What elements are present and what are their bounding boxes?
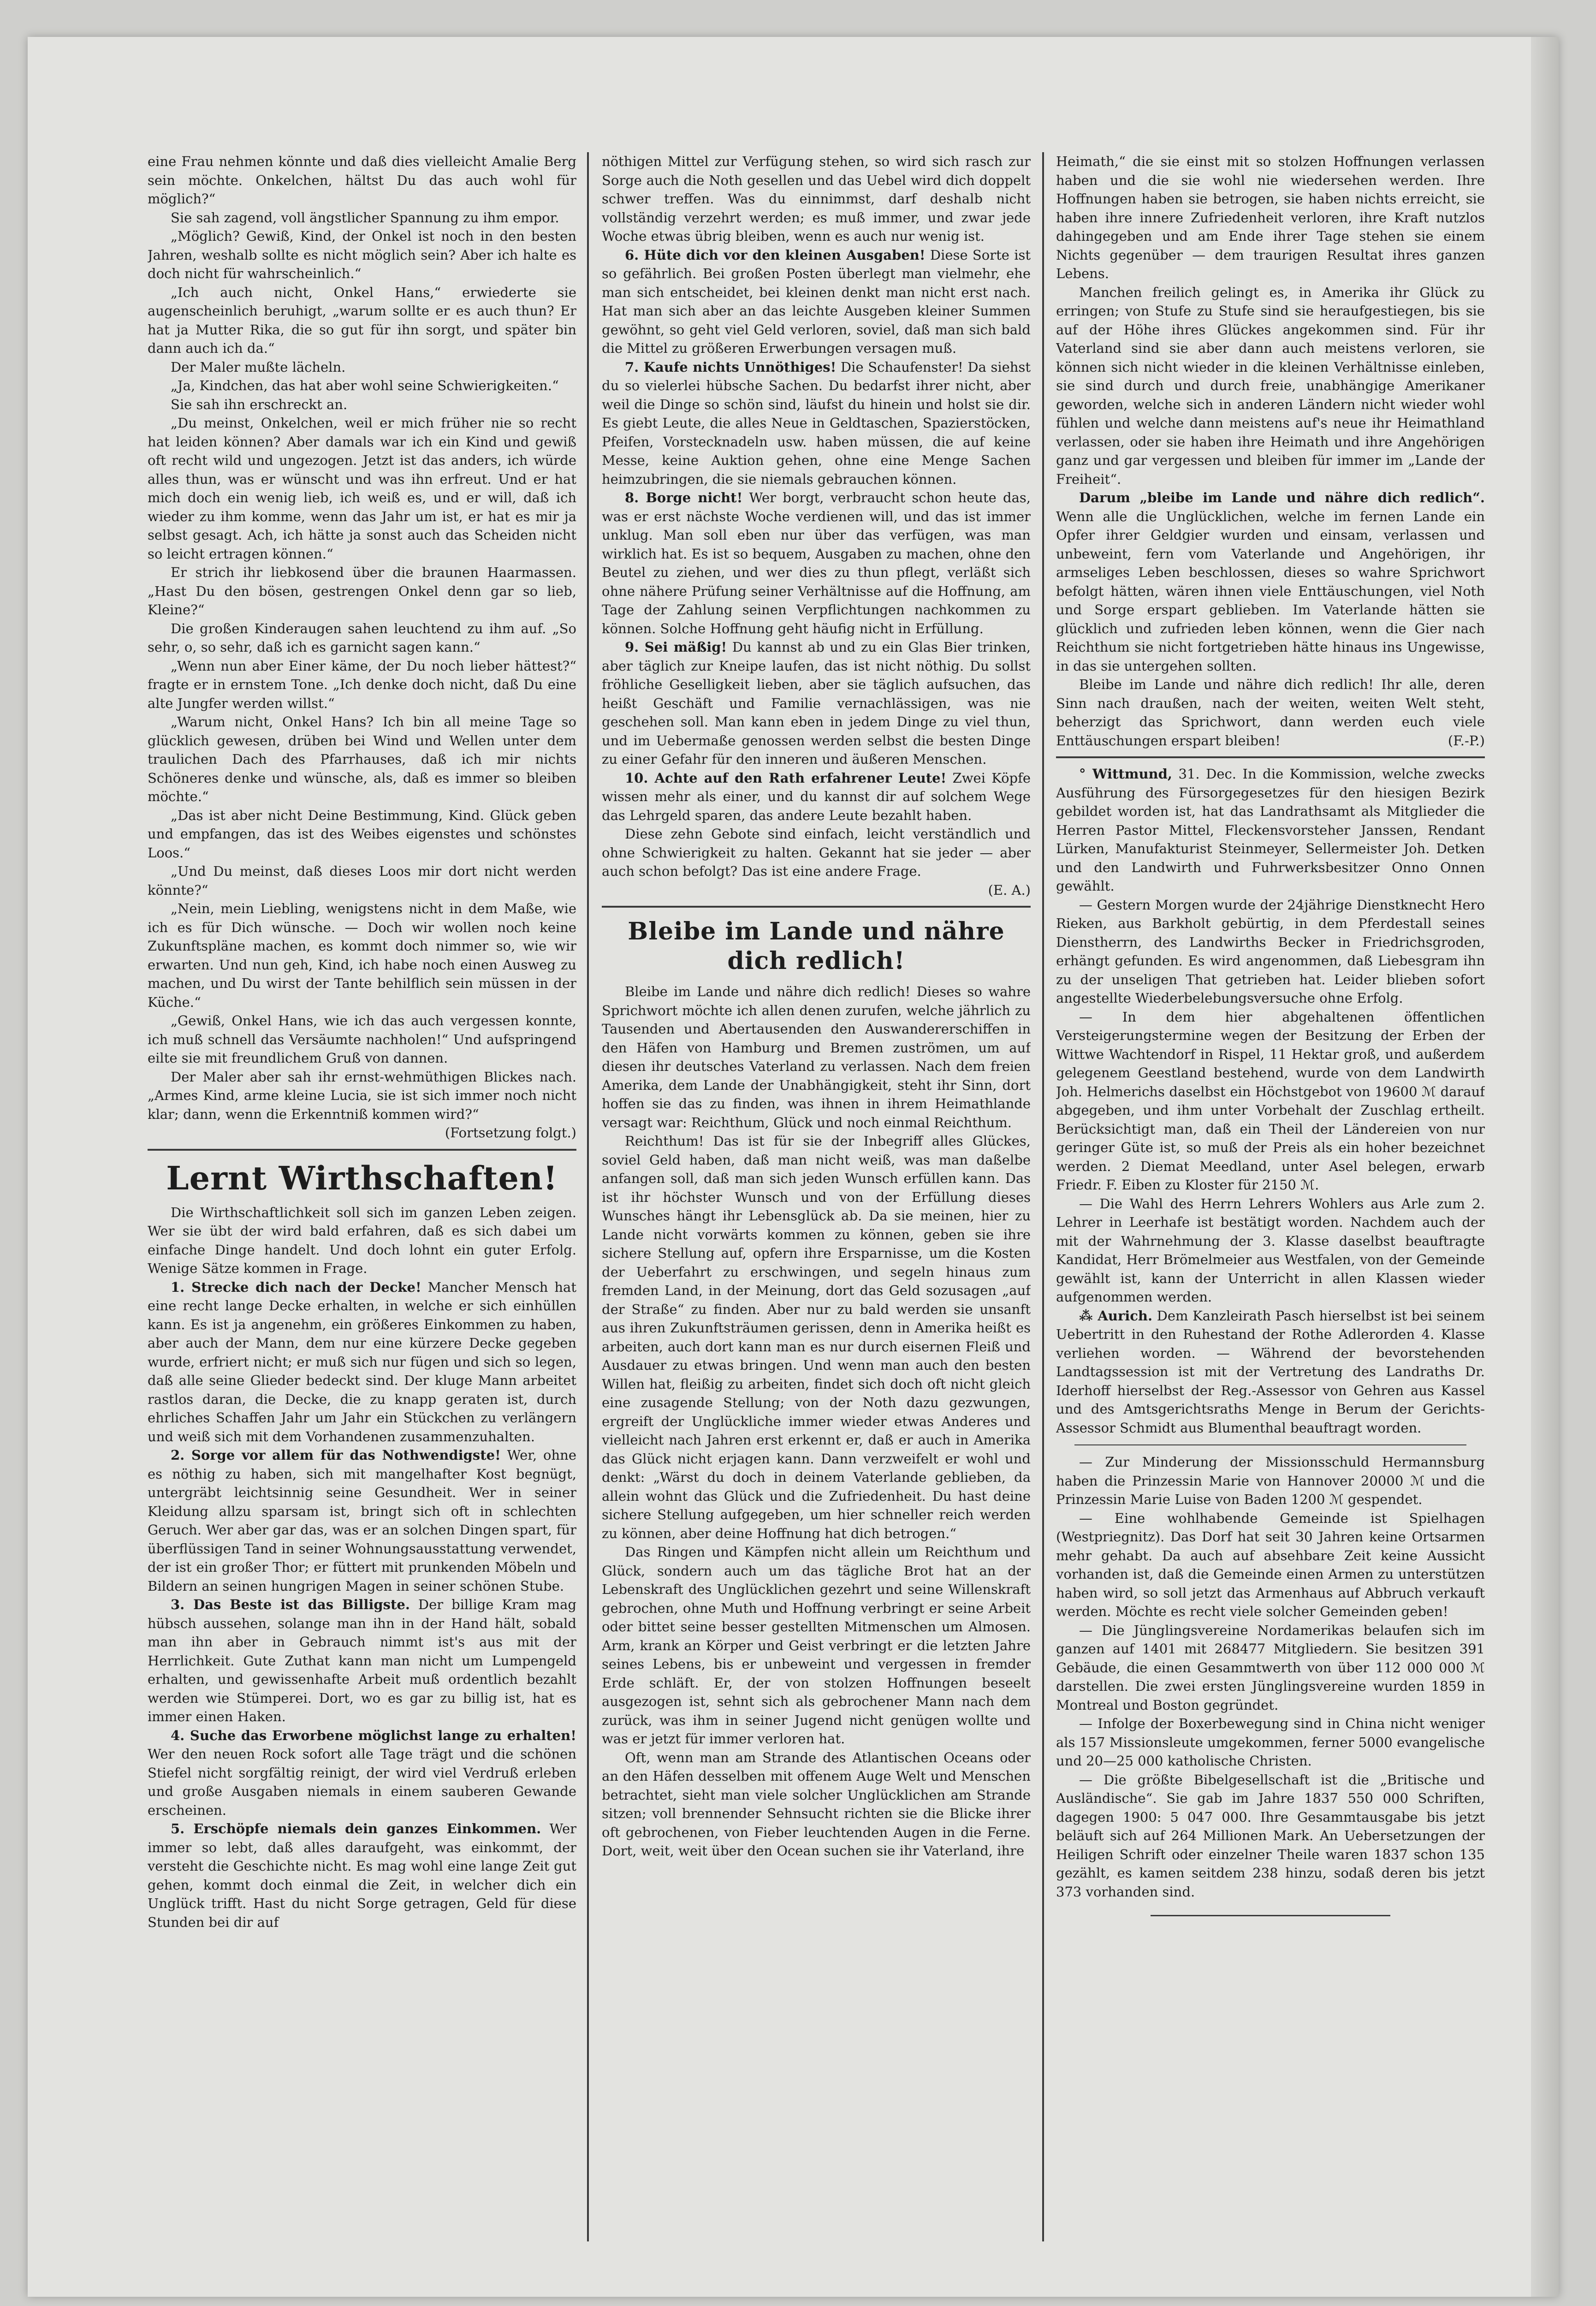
paragraph [1056, 1621, 1485, 1715]
paragraph [148, 563, 576, 619]
paragraph [1056, 488, 1485, 675]
local-news [1056, 765, 1485, 1437]
paragraph-text: — Eine wohlhabende Gemeinde ist Spielhagen (Westpriegnitz). Das Dorf hat seit 30 Jahren keine Ortsarmen mehr gehabt. Da auch auf absehbare Zeit keine Aussicht vorhanden ist, daß die Gemeinde einen Armen zu unterstützen haben wird, so soll jetzt das Armenhaus auf Abbruch verkauft werden. Möchte es recht viele solcher Gemeinden geben! [1056, 1510, 1485, 1619]
paragraph [1056, 1008, 1485, 1195]
paragraph [148, 806, 576, 862]
miscellaneous-news [1056, 1453, 1485, 1901]
paragraph-text: „Warum nicht, Onkel Hans? Ich bin all meine Tage so glücklich gewesen, drüben bei Wind und Wellen unter dem traulichen Dach des Pfarrhauses, daß ich mir nichts Schöneres denke und wünsche, als, daß es immer so bleiben möchte.“ [148, 714, 576, 804]
paragraph [1056, 1509, 1485, 1621]
column-2 [602, 152, 1031, 2241]
paragraph-text: eine Frau nehmen könnte und daß dies vielleicht Amalie Berg sein möchte. Onkelchen, hältst Du das auch wohl für möglich?“ [148, 154, 576, 207]
paragraph [1056, 675, 1485, 750]
paragraph-text: Die großen Kinderaugen sahen leuchtend zu ihm auf. „So sehr, o, so sehr, daß ich es garnicht sagen kann.“ [148, 620, 576, 655]
paragraph-text: 31. Dec. In die Kommission, welche zwecks Ausführung des Fürsorgegesetzes für den hiesigen Bezirk gebildet worden ist, hat das Landrathsamt als Mitglieder die Herren Pastor Mittel, Fleckensvorsteher Janssen, Rendant Lürken, Manufakturist Steinmeyer, Sellermeister Joh. Detken und den Landwirth und Fuhrwerksbesitzer Onno Onnen gewählt. [1056, 766, 1485, 894]
paragraph [602, 1748, 1031, 1860]
paragraph-text: Sie sah zagend, voll ängstlicher Spannung zu ihm empor. [171, 209, 559, 226]
paragraph [148, 376, 576, 395]
paragraph [602, 982, 1031, 1132]
paragraph-lead: ° Wittmund, [1079, 766, 1172, 782]
paragraph-text: „Gewiß, Onkel Hans, wie ich das auch vergessen konnte, ich muß schnell das Versäumte nachholen!“ Und aufspringend eilte sie mit freundlichem Gruß von dannen. [148, 1013, 576, 1066]
section-rule [1074, 1444, 1466, 1445]
paragraph-text: Der Maler mußte lächeln. [171, 359, 346, 375]
paragraph-lead: 6. Hüte dich vor den kleinen Ausgaben! [625, 247, 926, 263]
paragraph [148, 395, 576, 414]
paragraph-text: Diese zehn Gebote sind einfach, leicht verständlich und ohne Schwierigkeit zu halten. Gekannt hat sie jeder — aber auch schon befolgt? Das ist eine andere Frage. [602, 826, 1031, 879]
paragraph [602, 152, 1031, 246]
page-fold-shadow [1531, 37, 1559, 2297]
paragraph-text: nöthigen Mittel zur Verfügung stehen, so wird sich rasch zur Sorge auch die Noth gesellen und das Uebel wird dich doppelt schwer treffen. Was du einnimmst, darf deshalb nicht vollständig verzehrt werden; es muß immer, und zwar jede Woche etwas übrig bleiben, wenn es auch nur wenig ist. [602, 154, 1031, 244]
paragraph-lead: 9. Sei mäßig! [625, 639, 727, 655]
paragraph-text: „Ich auch nicht, Onkel Hans,“ erwiederte sie augenscheinlich beruhigt, „warum sollte er es auch thun? Er hat ja Mutter Rika, die so gut für ihn sorgt, und später bin dann auch ich da.“ [148, 284, 576, 356]
paragraph-text: Wer den neuen Rock sofort alle Tage trägt und die schönen Stiefel nicht sorgfältig reinigt, der wird viel Verdruß erleben und große Ausgaben niemals in einem sauberen Gewande erscheinen. [148, 1746, 576, 1818]
paragraph-lead: 10. Achte auf den Rath erfahrener Leute! [625, 770, 947, 786]
article-wirthschaften-continued [602, 152, 1031, 881]
paragraph-lead: Darum „bleibe im Lande und nähre dich redlich“. [1079, 490, 1485, 505]
article-signature: (E. A.) [988, 882, 1031, 898]
paragraph-text: — Gestern Morgen wurde der 24jährige Dienstknecht Hero Rieken, aus Barkholt gebürtig, in dem Pferdestall seines Dienstherrn, des Landwirths Becker in Friedrichsgroden, erhängt gefunden. Es wird angenommen, daß Liebesgram ihn zu der unseligen That getrieben hat. Leider blieben sofort angestellte Wiederbelebungsversuche ohne Erfolg. [1056, 897, 1485, 1006]
paragraph [148, 414, 576, 563]
paragraph-text: „Du meinst, Onkelchen, weil er mich früher nie so recht hat leiden können? Aber damals war ich ein Kind und gewiß oft recht wild und ungezogen. Jetzt ist das anders, ich würde alles thun, was er wünscht und was ihn erfreut. Und er hat mich doch ein wenig lieb, ich weiß es, und er will, daß ich wieder zu ihm komme, wenn das Jahr um ist, er hat es mir ja selbst gesagt. Ach, ich hätte ja sonst auch das Scheiden nicht so leicht ertragen können.“ [148, 415, 576, 562]
paragraph-text: „Das ist aber nicht Deine Bestimmung, Kind. Glück geben und empfangen, das ist des Weibes eigenstes und schönstes Loos.“ [148, 807, 576, 861]
paragraph [148, 152, 576, 208]
paragraph-lead: 4. Suche das Erworbene möglichst lange zu erhalten! [171, 1727, 576, 1743]
paragraph-text: „Möglich? Gewiß, Kind, der Onkel ist noch in den besten Jahren, weshalb sollte es nicht möglich sein? Aber ich halte es doch nicht für wahrscheinlich.“ [148, 228, 576, 281]
paragraph [602, 488, 1031, 638]
paragraph-text: — Infolge der Boxerbewegung sind in China nicht weniger als 157 Missionsleute umgekommen, ferner 5000 evangelische und 20—25 000 katholische Christen. [1056, 1716, 1485, 1769]
paragraph [602, 358, 1031, 489]
paragraph [1056, 1307, 1485, 1438]
paragraph-text: Sie sah ihn erschreckt an. [171, 396, 348, 412]
paragraph [148, 1278, 576, 1446]
paragraph-text: Bleibe im Lande und nähre dich redlich! Dieses so wahre Sprichwort möchte ich allen denen zurufen, welche jährlich zu Tausenden und Abertausenden den Auswandererschiffen in den Häfen von Hamburg und Bremen zuströmen, um auf diesen ihr deutsches Vaterland zu verlassen. Nach dem freien Amerika, dem Lande der Unabhängigkeit, steht ihr Sinn, dort hoffen sie das zu finden, was ihnen in ihrem Heimathlande versagt war: Reichthum, Glück und noch einmal Reichthum. [602, 984, 1031, 1130]
paragraph [148, 1726, 576, 1820]
paragraph-text: Wer immer so lebt, daß alles daraufgeht, was einkommt, der versteht die Geschichte nicht. Es mag wohl eine lange Zeit gut gehen, kommt doch einmal die Zeit, in welcher dich ein Unglück trifft. Hast du nicht Sorge getragen, Geld für diese Stunden bei dir auf [148, 1821, 576, 1930]
paragraph [148, 1819, 576, 1932]
paragraph-text: Dem Kanzleirath Pasch hierselbst ist bei seinem Uebertritt in den Ruhestand der Rothe Adlerorden 4. Klasse verliehen worden. — Während der bevorstehenden Landtagssession ist mit der Vertretung des Landraths Dr. Iderhoff hierselbst der Reg.-Assessor von Gehren aus Kassel und des Amtsgerichtsraths Menge in Berum der Gerichts-Assessor Schmidt aus Blumenthal beauftragt worden. [1056, 1308, 1485, 1436]
paragraph-text: Wenn alle die Unglücklichen, welche im fernen Lande ein Opfer ihrer Geldgier wurden und einsam, verlassen und unbeweint, fern vom Vaterlande und Angehörigen, ihr armseliges Leben beschlossen, dieses so wahre Sprichwort befolgt hätten, wären ihnen viele Enttäuschungen, viel Noth und Sorge erspart geblieben. Im Vaterlande hätten sie glücklich und zufrieden leben können, wenn die Gier nach Reichthum sie nicht fortgetrieben hätte hinaus ins Ungewisse, in das sie untergehen sollten. [1056, 508, 1485, 674]
paragraph [148, 358, 576, 377]
paragraph [148, 283, 576, 358]
paragraph-text: Reichthum! Das ist für sie der Inbegriff alles Glückes, soviel Geld haben, daß man nicht weiß, was man daßelbe anfangen soll, daß man sich jeden Wunsch erfüllen kann. Das ist ihr höchster Wunsch und von der Erfüllung dieses Wunsches hängt ihr Lebensglück ab. Da sie meinen, hier zu Lande nicht vorwärts kommen zu können, geben sie ihre sichere Stellung auf, opfern ihre Ersparnisse, um die Kosten der Ueberfahrt zu erschwingen, und segeln hinaus zum fremden Land, in der Meinung, dort das Geld sozusagen „auf der Straße“ zu finden. Aber nur zu bald werden sie unsanft aus ihren Zukunftsträumen gerissen, denn in Amerika heißt es arbeiten, auch dort kann man es nur durch eisernen Fleiß und Ausdauer zu etwas bringen. Und wenn man auch den besten Willen hat, fleißig zu arbeiten, findet sich doch oft nicht gleich eine zusagende Stellung; von der Noth dazu gezwungen, ergreift der Unglückliche immer wieder etwas Anderes und vielleicht nach Jahren erst erkennt er, daß er auch in Amerika das Glück nicht erjagen kann. Dann verzweifelt er wohl und denkt: „Wärst du doch in deinem Vaterlande geblieben, da allein wohnt das Glück und die Zufriedenheit. Du hast deine sichere Stellung aufgegeben, um hier schneller reich werden zu können, aber deine Hoffnung hat dich betrogen.“ [602, 1133, 1031, 1541]
newspaper-page [28, 37, 1559, 2297]
paragraph-text: — Zur Minderung der Missionsschuld Hermannsburg haben die Prinzessin Marie von Hannover 20000 ℳ und die Prinzessin Marie Luise von Baden 1200 ℳ gespendet. [1056, 1454, 1485, 1507]
article-signature: (F.-P.) [1448, 732, 1485, 749]
paragraph [148, 1068, 576, 1124]
paragraph-text: Mancher Mensch hat eine recht lange Decke erhalten, in welche er sich einhüllen kann. Es ist ja angenehm, ein größeres Einkommen zu haben, aber auch der Mann, dem nur eine kürzere Decke gegeben wurde, erfriert nicht; er muß sich nur fügen und sich so legen, daß alle seine Glieder bedeckt sind. Der kluge Mann arbeitet rastlos daran, die Decke, die zu knapp geraten ist, durch ehrliches Schaffen Jahr um Jahr ein Stückchen zu verlängern und weiß sich mit dem Vorhandenen zusammenzuhalten. [148, 1279, 576, 1444]
paragraph [148, 1203, 576, 1278]
paragraph [148, 619, 576, 657]
paragraph [602, 1132, 1031, 1543]
paragraph [1056, 1453, 1485, 1509]
paragraph [1056, 1771, 1485, 1902]
paragraph-lead: 8. Borge nicht! [625, 490, 743, 505]
paragraph-text: Zwei Köpfe wissen mehr als einer, und du kannst dir auf solchem Wege das Lehrgeld sparen, das andere Leute bezahlt haben. [602, 770, 1031, 823]
paragraph-text: „Ja, Kindchen, das hat aber wohl seine Schwierigkeiten.“ [171, 378, 559, 393]
paragraph [1056, 152, 1485, 283]
paragraph-text: Er strich ihr liebkosend über die braunen Haarmassen. „Hast Du den bösen, gestrengen Onkel denn gar so lieb, Kleine?“ [148, 565, 576, 618]
paragraph [148, 1011, 576, 1068]
paragraph-text: Bleibe im Lande und nähre dich redlich! Ihr alle, deren Sinn nach draußen, nach der weiten, weiten Welt steht, beherzigt das Sprichwort, dann werden euch viele Enttäuschungen erspart bleiben! [1056, 677, 1485, 749]
paragraph [148, 862, 576, 899]
paragraph [602, 638, 1031, 769]
paragraph [1056, 283, 1485, 489]
paragraph [148, 227, 576, 283]
paragraph [148, 657, 576, 713]
paragraph [602, 246, 1031, 358]
paragraph [148, 713, 576, 806]
paragraph-text: — Die Jünglingsvereine Nordamerikas belaufen sich im ganzen auf 1401 mit 268477 Mitgliedern. Sie besitzen 391 Gebäude, die einen Gesammtwerth von über 112 000 000 ℳ darstellen. Die zwei ersten Jünglingsvereine wurden 1859 in Montreal und Boston gegründet. [1056, 1622, 1485, 1713]
article-bleibe-continued [1056, 152, 1485, 750]
paragraph [602, 769, 1031, 825]
paragraph [602, 825, 1031, 881]
article-bleibe-text [602, 982, 1031, 1860]
section-rule [1056, 756, 1485, 758]
paragraph [148, 1595, 576, 1726]
paragraph-text: „Und Du meinst, daß dieses Loos mir dort nicht werden könnte?“ [148, 863, 576, 898]
paragraph [148, 1446, 576, 1595]
column-1 [148, 152, 576, 2241]
paragraph [148, 208, 576, 227]
paragraph-text: Heimath,“ die sie einst mit so stolzen Hoffnungen verlassen haben und die sie wohl nie wiedersehen werden. Ihre Hoffnungen haben sie betrogen, sie haben nichts erreicht, sie haben ihre innere Zufriedenheit verloren, ihre Kraft nutzlos dahingegeben und am Ende ihrer Tage stehen sie einem Nichts gegenüber — dem traurigen Resultat ihres ganzen Lebens. [1056, 154, 1485, 281]
paragraph-text: Der billige Kram mag hübsch aussehen, solange man ihn in der Hand hält, sobald man ihn aber in Gebrauch nimmt ist's aus mit der Herrlichkeit. Gute Zuthat kann man nicht um Lumpengeld erhalten, und gewissenhafte Arbeit muß ordentlich bezahlt werden wie Stümperei. Dort, wo es gar zu billig ist, hat es immer einen Haken. [148, 1597, 576, 1724]
paragraph-lead: ⁂ Aurich. [1079, 1308, 1153, 1324]
paragraph-text: Die Wirthschaftlichkeit soll sich im ganzen Leben zeigen. Wer sie übt der wird bald erfahren, daß es sich dabei um einfache Dinge handelt. Und doch lohnt ein guter Erfolg. Wenige Sätze kommen in Frage. [148, 1204, 576, 1276]
continuation-note: (Fortsetzung folgt.) [445, 1125, 576, 1141]
paragraph-text: Wer borgt, verbraucht schon heute das, was er erst nächste Woche verdienen will, und das ist immer unklug. Man soll eben nur über das verfügen, was man wirklich hat. Es ist so bequem, Ausgaben zu machen, ohne den Beutel zu ziehen, und wer dies zu thun pflegt, verläßt sich ohne nähere Prüfung seiner Verhältnisse auf die Hoffnung, am Tage der Zahlung seinen Verpflichtungen nachkommen zu können. Solche Hoffnung geht häufig nicht in Erfüllung. [602, 490, 1031, 636]
paragraph-text: Diese Sorte ist so gefährlich. Bei großen Posten überlegt man vielmehr, ehe man sich entscheidet, bei kleinen denkt man nicht erst nach. Hat man sich aber an das leichte Ausgeben kleiner Summen gewöhnt, so geht viel Geld verloren, soviel, daß man sich bald die Mittel zu größeren Erwerbungen versagen muß. [602, 247, 1031, 356]
section-rule [148, 1149, 576, 1151]
paragraph-lead: 7. Kaufe nichts Unnöthiges! [625, 359, 837, 375]
paragraph-text: — Die größte Bibelgesellschaft ist die „Britische und Ausländische“. Sie gab im Jahre 1837 550 000 Schriften, dagegen 1900: 5 047 000. Ihre Gesammtausgabe bis jetzt beläuft sich auf 264 Millionen Mark. An Uebersetzungen der Heiligen Schrift oder einzelner Theile waren 1837 schon 135 gezählt, es kamen seitdem 238 hinzu, sodaß deren bis jetzt 373 vorhanden sind. [1056, 1771, 1485, 1900]
paragraph-text: „Wenn nun aber Einer käme, der Du noch lieber hättest?“ fragte er in ernstem Tone. „Ich denke doch nicht, daß Du eine alte Jungfer werden willst.“ [148, 658, 576, 711]
paragraph [1056, 765, 1485, 896]
paragraph-text: Das Ringen und Kämpfen nicht allein um Reichthum und Glück, sondern auch um das tägliche Brot hat an der Lebenskraft des Unglücklichen gezehrt und seine Willenskraft gebrochen, ohne Muth und Hoffnung verbringt er seine Arbeit oder bittet seine besser gestellten Mitmenschen um Almosen. Arm, krank an Körper und Geist verbringt er die letzten Jahre seines Lebens, bis er unbeweint und vergessen in fremder Erde schläft. Er, der von stolzen Hoffnungen beseelt ausgezogen ist, sehnt sich als gebrochener Mann nach dem zurück, was ihm in seiner Jugend nicht genügen wollte und was er jetzt für immer verloren hat. [602, 1544, 1031, 1747]
paragraph-lead: 3. Das Beste ist das Billigste. [171, 1597, 410, 1612]
paragraph-text: Manchen freilich gelingt es, in Amerika ihr Glück zu erringen; von Stufe zu Stufe sind sie heraufgestiegen, bis sie auf der Höhe ihres Glückes angekommen sind. Für ihr Vaterland sind sie aber dann auch meistens verloren, sie können sich nicht wieder in die kleinen Verhältnisse einleben, sie sind durch und durch freie, unabhängige Amerikaner geworden, welche sich in anderen Ländern nicht wieder wohl fühlen und welche dann meistens auf's neue ihr Heimathland verlassen, oder sie haben ihre Heimath und ihre Angehörigen ganz und gar vergessen und bleiben für immer im „Lande der Freiheit“. [1056, 284, 1485, 487]
paragraph-text: Du kannst ab und zu ein Glas Bier trinken, aber täglich zur Kneipe laufen, das ist nicht nöthig. Du sollst fröhliche Geselligkeit lieben, aber sie täglich aufsuchen, das heißt Geschäft und Familie vernachlässigen, was nie geschehen soll. Man kann eben in jedem Dinge zu viel thun, und im Uebermaße genossen werden selbst die besten Dinge zu einer Gefahr für den inneren und äußeren Menschen. [602, 639, 1031, 767]
paragraph [1056, 1195, 1485, 1307]
paragraph-text: Wer, ohne es nöthig zu haben, sich mit mangelhafter Kost begnügt, untergräbt leichtsinnig seine Gesundheit. Wer in seiner Kleidung allzu sparsam ist, bringt sich oft in schlechten Geruch. Wer aber gar das, was er an solchen Dingen spart, für überflüssigen Tand in seiner Wohnungsausstattung verwendet, der ist ein großer Thor; er füttert mit prunkenden Möbeln und Bildern an seinen hungrigen Magen in seiner schönen Stube. [148, 1447, 576, 1594]
paragraph-text: Die Schaufenster! Da siehst du so vielerlei hübsche Sachen. Du bedarfst ihrer nicht, aber weil die Dinge so schön sind, läufst du hinein und holst sie dir. Es giebt Leute, die alles Neue in Geldtaschen, Spazierstöcken, Pfeifen, Vorstecknadeln usw. haben müssen, die auf keine Messe, keine Auktion gehen, ohne eine Menge Sachen heimzubringen, die sie niemals gebrauchen können. [602, 359, 1031, 487]
article-heading-wirthschaften: Lernt Wirthschaften! [166, 1159, 558, 1197]
serial-story-text [148, 152, 576, 1123]
paragraph-lead: 5. Erschöpfe niemals dein ganzes Einkommen. [171, 1821, 541, 1836]
paragraph [1056, 896, 1485, 1008]
paragraph-text: „Nein, mein Liebling, wenigstens nicht in dem Maße, wie ich es für Dich wünsche. — Doch wir wollen noch keine Zukunftspläne machen, es kommt doch nimmer so, wie wir erwarten. Und nun geh, Kind, ich habe noch einen Ausweg zu machen, und Du wirst der Tante behilflich sein müssen in der Küche.“ [148, 901, 576, 1010]
paragraph [602, 1543, 1031, 1748]
paragraph-text: Oft, wenn man am Strande des Atlantischen Oceans oder an den Häfen desselben mit offenem Auge Welt und Menschen betrachtet, sieht man viele solcher Unglücklichen am Strande sitzen; voll brennender Sehnsucht richten sie die Blicke ihrer oft gebrochenen, von Fieber leuchtenden Augen in die Ferne. Dort, weit, weit über den Ocean suchen sie ihr Vaterland, ihre [602, 1749, 1031, 1859]
paragraph-lead: 2. Sorge vor allem für das Nothwendigste! [171, 1447, 501, 1463]
paragraph-text: Der Maler aber sah ihr ernst-wehmüthigen Blickes nach. „Armes Kind, arme kleine Lucia, sie ist sich immer noch nicht klar; dann, wenn die Erkenntniß kommen wird?“ [148, 1069, 576, 1122]
columns-area [148, 152, 1485, 2241]
paragraph [1056, 1714, 1485, 1771]
paragraph-text: — Die Wahl des Herrn Lehrers Wohlers aus Arle zum 2. Lehrer in Leerhafe ist bestätigt worden. Nachdem auch der mit der Wahrnehmung der 3. Klasse daselbst beauftragte Kandidat, Herr Brömelmeier aus Westfalen, von der Gemeinde gewählt ist, kann der Unterricht in allen Klassen wieder aufgenommen werden. [1056, 1195, 1485, 1305]
article-wirthschaften-text [148, 1203, 576, 1932]
column-3 [1056, 152, 1485, 2241]
section-rule [602, 906, 1031, 908]
end-rule [1151, 1915, 1390, 1916]
column-rule-1 [587, 152, 589, 2241]
paragraph-lead: 1. Strecke dich nach der Decke! [171, 1279, 421, 1295]
column-rule-2 [1042, 152, 1044, 2241]
paragraph-text: — In dem hier abgehaltenen öffentlichen Versteigerungstermine wegen der Besitzung der Erben der Wittwe Wachtendorf in Rispel, 11 Hektar groß, und außerdem gelegenem Geestland bestehend, wurde von dem Landwirth Joh. Helmerichs daselbst ein Höchstgebot von 19600 ℳ darauf abgegeben, und ihm unter Vorbehalt der Zuschlag ertheilt. Berücksichtigt man, daß ein Theil der Ländereien von nur geringer Güte ist, so muß der Preis als ein hoher bezeichnet werden. 2 Diemat Meedland, unter Asel belegen, erwarb Friedr. F. Eiben zu Kloster für 2150 ℳ. [1056, 1009, 1485, 1193]
paragraph [148, 899, 576, 1011]
article-heading-bleibe: Bleibe im Lande und nähre dich redlich! [628, 917, 1005, 975]
